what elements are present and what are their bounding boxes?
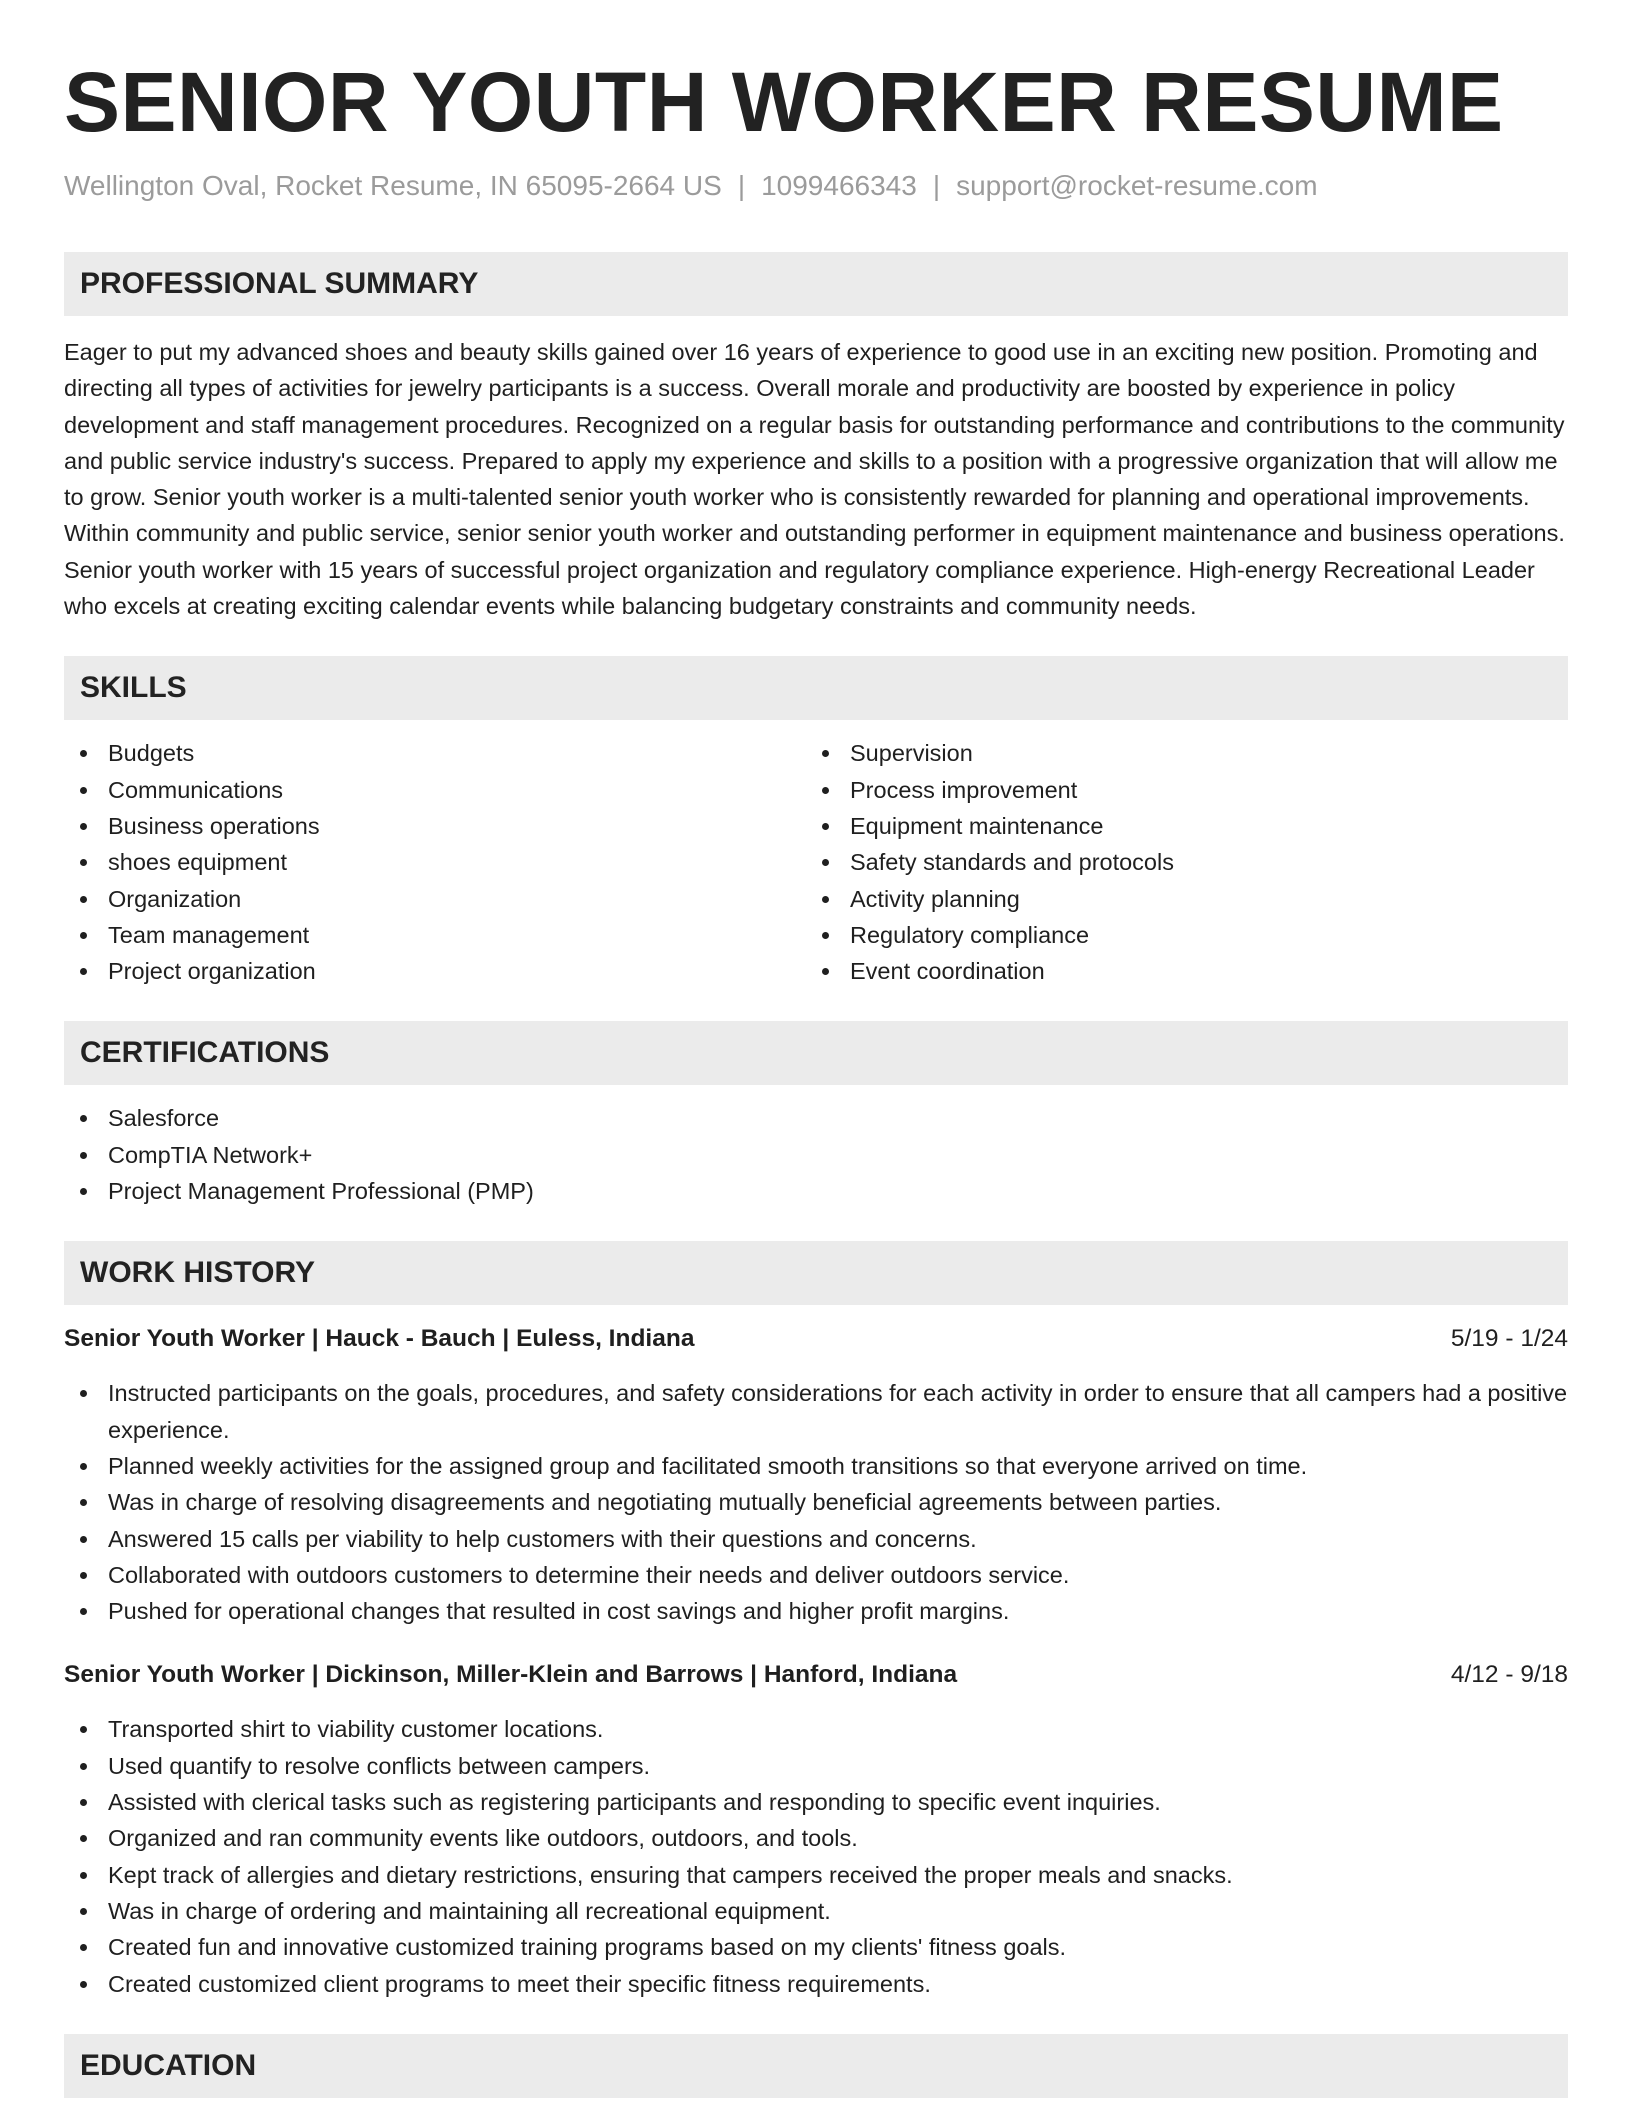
bullet-icon <box>80 932 87 939</box>
skills-heading: SKILLS <box>64 656 1568 720</box>
work-history-heading: WORK HISTORY <box>64 1241 1568 1305</box>
job-header <box>64 1657 1568 1693</box>
education-heading: EDUCATION <box>64 2034 1568 2098</box>
bullet-icon <box>822 932 829 939</box>
job-bullet: Assisted with clerical tasks such as registering participants and responding to specific event inquiries. <box>64 1784 1568 1820</box>
bullet-icon <box>80 1463 87 1470</box>
job-dates: 5/19 - 1/24 <box>1450 1325 1568 1353</box>
skills-grid <box>64 735 1568 989</box>
job-bullet: Kept track of allergies and dietary restrictions, ensuring that campers received the proper meals and snacks. <box>64 1857 1568 1893</box>
job-dates: 4/12 - 9/18 <box>1450 1661 1568 1689</box>
job-bullet: Organized and ran community events like outdoors, outdoors, and tools. <box>64 1820 1568 1856</box>
bullet-icon <box>80 750 87 757</box>
skills-list-left <box>64 735 806 989</box>
skill-item: Equipment maintenance <box>806 808 1548 844</box>
resume-title: SENIOR YOUTH WORKER RESUME <box>64 55 1504 149</box>
certification-item: Salesforce <box>64 1100 1568 1136</box>
job-header <box>64 1321 1568 1357</box>
skill-item: Activity planning <box>806 881 1548 917</box>
skill-item: shoes equipment <box>64 844 806 880</box>
job-bullet: Answered 15 calls per viability to help customers with their questions and concerns. <box>64 1521 1568 1557</box>
skill-item: Team management <box>64 917 806 953</box>
bullet-icon <box>80 1908 87 1915</box>
skill-item: Budgets <box>64 735 806 771</box>
bullet-icon <box>822 787 829 794</box>
job-bullets <box>64 1711 1568 2001</box>
contact-separator: | <box>737 170 746 201</box>
skill-item: Project organization <box>64 953 806 989</box>
bullet-icon <box>80 1572 87 1579</box>
bullet-icon <box>80 1499 87 1506</box>
job-bullet: Planned weekly activities for the assigned group and facilitated smooth transitions so that everyone arrived on time. <box>64 1448 1568 1484</box>
bullet-icon <box>822 823 829 830</box>
job-bullet: Used quantify to resolve conflicts between campers. <box>64 1748 1568 1784</box>
summary-heading: PROFESSIONAL SUMMARY <box>64 252 1568 316</box>
skill-item: Business operations <box>64 808 806 844</box>
skill-item: Event coordination <box>806 953 1548 989</box>
certifications-list <box>64 1100 1568 1209</box>
bullet-icon <box>80 1608 87 1615</box>
summary-text: Eager to put my advanced shoes and beauty skills gained over 16 years of experience to good use in an exciting new position. Promoting and directing all types of activities for jewelry participants is a success. Overall morale and productivity are boosted by experience in policy development and staff management procedures. Recognized on a regular basis for outstanding performance and contributions to the community and public service industry's success. Prepared to apply my experience and skills to a position with a progressive organization that will allow me to grow. Senior youth worker is a multi-talented senior youth worker who is consistently rewarded for planning and operational improvements. Within community and public service, senior senior youth worker and outstanding performer in equipment maintenance and business operations. Senior youth worker with 15 years of successful project organization and regulatory compliance experience. High-energy Recreational Leader who excels at creating exciting calendar events while balancing budgetary constraints and community needs. <box>64 339 1565 620</box>
certification-item: Project Management Professional (PMP) <box>64 1173 1568 1209</box>
bullet-icon <box>822 859 829 866</box>
bullet-icon <box>80 787 87 794</box>
contact-phone: 1099466343 <box>761 170 917 201</box>
contact-line <box>64 168 1568 204</box>
skill-item: Regulatory compliance <box>806 917 1548 953</box>
job-bullet: Collaborated with outdoors customers to determine their needs and deliver outdoors service. <box>64 1557 1568 1593</box>
bullet-icon <box>80 1390 87 1397</box>
skill-item: Communications <box>64 772 806 808</box>
bullet-icon <box>80 1981 87 1988</box>
bullet-icon <box>80 1799 87 1806</box>
bullet-icon <box>80 1152 87 1159</box>
bullet-icon <box>80 1115 87 1122</box>
contact-address: Wellington Oval, Rocket Resume, IN 65095-2664 US <box>64 170 722 201</box>
job-bullet: Created customized client programs to meet their specific fitness requirements. <box>64 1966 1568 2002</box>
bullet-icon <box>80 1872 87 1879</box>
job-bullets <box>64 1375 1568 1629</box>
skill-item: Organization <box>64 881 806 917</box>
skill-item: Process improvement <box>806 772 1548 808</box>
bullet-icon <box>80 859 87 866</box>
bullet-icon <box>822 896 829 903</box>
bullet-icon <box>80 896 87 903</box>
job-bullet: Instructed participants on the goals, procedures, and safety considerations for each activity in order to ensure that all campers had a positive experience. <box>64 1375 1568 1448</box>
job-title: Senior Youth Worker | Dickinson, Miller-Klein and Barrows | Hanford, Indiana <box>64 1661 958 1689</box>
bullet-icon <box>80 1763 87 1770</box>
job-bullet: Pushed for operational changes that resulted in cost savings and higher profit margins. <box>64 1593 1568 1629</box>
job-bullet: Created fun and innovative customized training programs based on my clients' fitness goals. <box>64 1929 1568 1965</box>
certification-item: CompTIA Network+ <box>64 1137 1568 1173</box>
skill-item: Safety standards and protocols <box>806 844 1548 880</box>
bullet-icon <box>822 750 829 757</box>
bullet-icon <box>80 1835 87 1842</box>
job-bullet: Transported shirt to viability customer locations. <box>64 1711 1568 1747</box>
bullet-icon <box>80 1188 87 1195</box>
bullet-icon <box>80 968 87 975</box>
bullet-icon <box>80 1536 87 1543</box>
bullet-icon <box>822 968 829 975</box>
contact-separator: | <box>932 170 941 201</box>
skill-item: Supervision <box>806 735 1548 771</box>
skills-list-right <box>806 735 1548 989</box>
bullet-icon <box>80 1944 87 1951</box>
certifications-heading: CERTIFICATIONS <box>64 1021 1568 1085</box>
bullet-icon <box>80 1726 87 1733</box>
job-bullet: Was in charge of ordering and maintaining all recreational equipment. <box>64 1893 1568 1929</box>
contact-email: support@rocket-resume.com <box>956 170 1318 201</box>
job-title: Senior Youth Worker | Hauck - Bauch | Euless, Indiana <box>64 1325 695 1353</box>
job-bullet: Was in charge of resolving disagreements and negotiating mutually beneficial agreements between parties. <box>64 1484 1568 1520</box>
bullet-icon <box>80 823 87 830</box>
